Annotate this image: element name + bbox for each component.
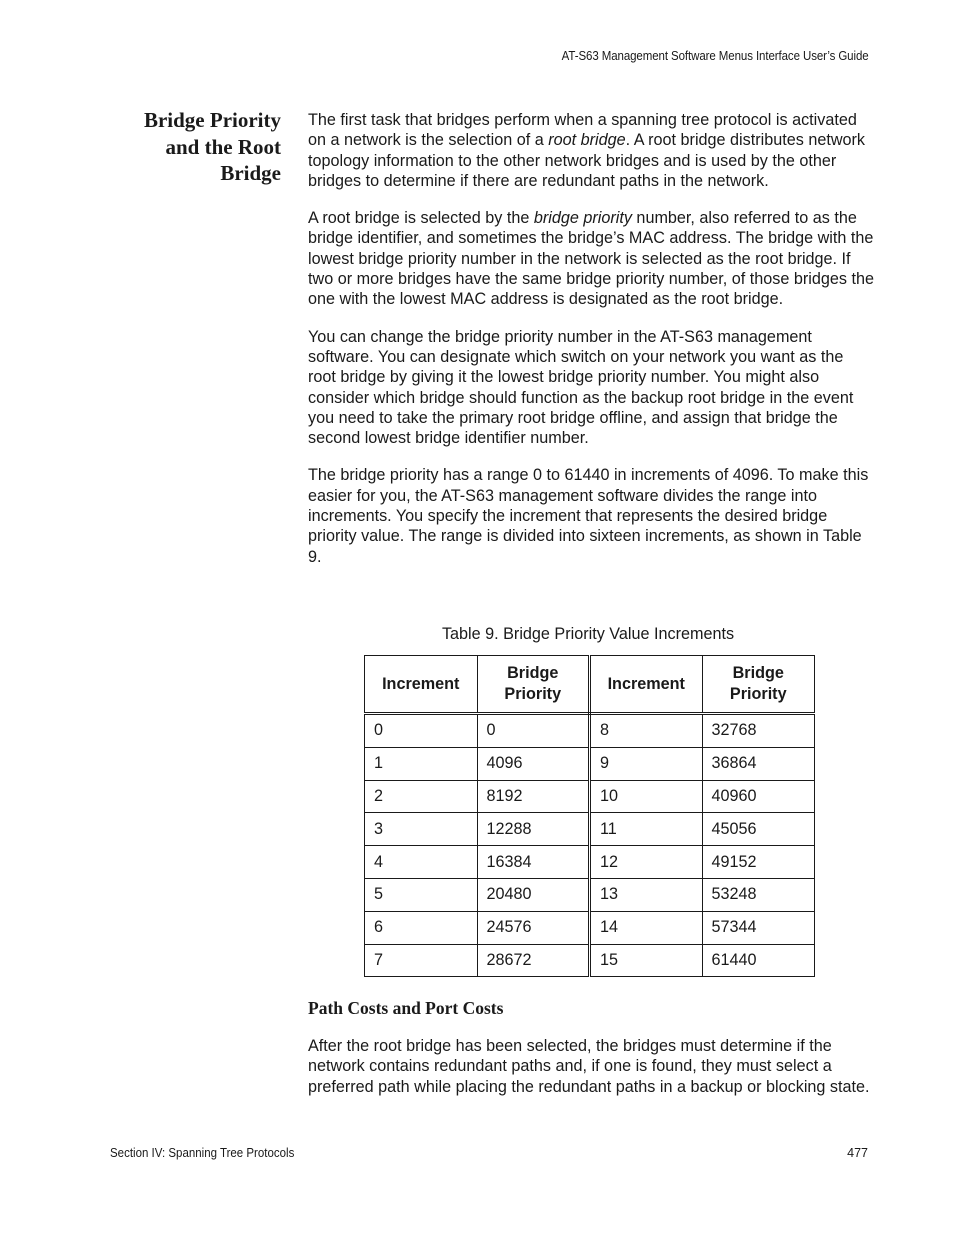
section-heading-line-1: Bridge Priority (143, 108, 281, 132)
table-cell: 49152 (702, 846, 815, 879)
emphasis-root-bridge: root bridge (548, 131, 626, 150)
table-cell: 13 (590, 878, 703, 911)
bridge-priority-table (364, 655, 815, 977)
table-cell: 45056 (702, 813, 815, 846)
header-bridge-priority: Bridge Priority (702, 656, 815, 714)
paragraph-text: A root bridge is selected by the (308, 209, 534, 228)
table-row (365, 747, 815, 780)
table-caption: Table 9. Bridge Priority Value Increments (441, 625, 735, 643)
table-cell: 15 (590, 944, 703, 977)
footer-section-label: Section IV: Spanning Tree Protocols (110, 1146, 295, 1160)
table-cell: 36864 (702, 747, 815, 780)
table-cell: 5 (365, 878, 478, 911)
section-heading-line-3: Bridge (220, 161, 281, 185)
table-cell: 0 (365, 714, 478, 748)
table-cell: 2 (365, 780, 478, 813)
paragraph-bridge-priority (308, 208, 874, 309)
table-row (365, 911, 815, 944)
running-header: AT-S63 Management Software Menus Interface User’s Guide (562, 49, 869, 63)
paragraph-text: The first task that bridges perform when a spanning tree protocol is activated on a network is the selection of a (308, 111, 857, 150)
paragraph-text: . A root bridge distributes network topology information to the other network bridges and is used by the other bridges to determine if there are redundant paths in the network. (308, 131, 865, 190)
table-row (365, 780, 815, 813)
table-cell: 28672 (477, 944, 590, 977)
section-heading-line-2: and the Root (165, 134, 281, 159)
paragraph-path-costs: After the root bridge has been selected, the bridges must determine if the network contains redundant paths and, if one is found, they must select a preferred path while placing the redundant paths in a backup or blocking state. (308, 1037, 870, 1096)
emphasis-bridge-priority: bridge priority (533, 209, 632, 228)
table-cell: 53248 (702, 878, 815, 911)
table-cell: 40960 (702, 780, 815, 813)
table-cell: 24576 (477, 911, 590, 944)
table-row (365, 714, 815, 748)
table-cell: 8 (590, 714, 703, 748)
body-text (308, 110, 874, 584)
table-cell: 9 (590, 747, 703, 780)
table-body (365, 714, 815, 977)
header-increment: Increment (365, 656, 478, 714)
paragraph-priority-range: The bridge priority has a range 0 to 61440 in increments of 4096. To make this easier for you, the AT-S63 management software divides the range into increments. You specify the increment that represents the desired bridge priority value. The range is divided into sixteen increments, as shown in Table 9. (308, 466, 869, 566)
table-row (365, 944, 815, 977)
table-cell: 12 (590, 846, 703, 879)
table-cell: 3 (365, 813, 478, 846)
table-cell: 20480 (477, 878, 590, 911)
table-cell: 8192 (477, 780, 590, 813)
table-header-row (365, 656, 815, 714)
table-cell: 10 (590, 780, 703, 813)
table-cell: 14 (590, 911, 703, 944)
table-cell: 32768 (702, 714, 815, 748)
table-cell: 7 (365, 944, 478, 977)
table-cell: 12288 (477, 813, 590, 846)
table-cell: 0 (477, 714, 590, 748)
paragraph-change-priority: You can change the bridge priority number in the AT-S63 management software. You can designate which switch on your network you want as the root bridge by giving it the lowest bridge priority number. You might also consider which bridge should function as the backup root bridge in the event you need to take the primary root bridge offline, and assign that bridge the second lowest bridge identifier number. (308, 327, 854, 448)
table-row (365, 878, 815, 911)
table-cell: 4096 (477, 747, 590, 780)
subsection-heading: Path Costs and Port Costs (308, 998, 504, 1018)
table-cell: 57344 (702, 911, 815, 944)
table-cell: 11 (590, 813, 703, 846)
page-number: 477 (847, 1146, 868, 1160)
header-increment: Increment (590, 656, 703, 714)
header-bridge-priority: Bridge Priority (477, 656, 590, 714)
table-row (365, 813, 815, 846)
table-row (365, 846, 815, 879)
table-cell: 61440 (702, 944, 815, 977)
section-heading (100, 107, 281, 187)
paragraph-text: number, also referred to as the bridge identifier, and sometimes the bridge’s MAC address. The bridge with the lowest bridge priority number in the network is selected as the root bridge. If two or more bridges have the same bridge priority number, of those bridges the one with the lowest MAC address is designated as the root bridge. (308, 209, 874, 309)
table-cell: 6 (365, 911, 478, 944)
table-cell: 1 (365, 747, 478, 780)
paragraph-root-bridge-intro (308, 110, 874, 191)
table-cell: 16384 (477, 846, 590, 879)
table-cell: 4 (365, 846, 478, 879)
